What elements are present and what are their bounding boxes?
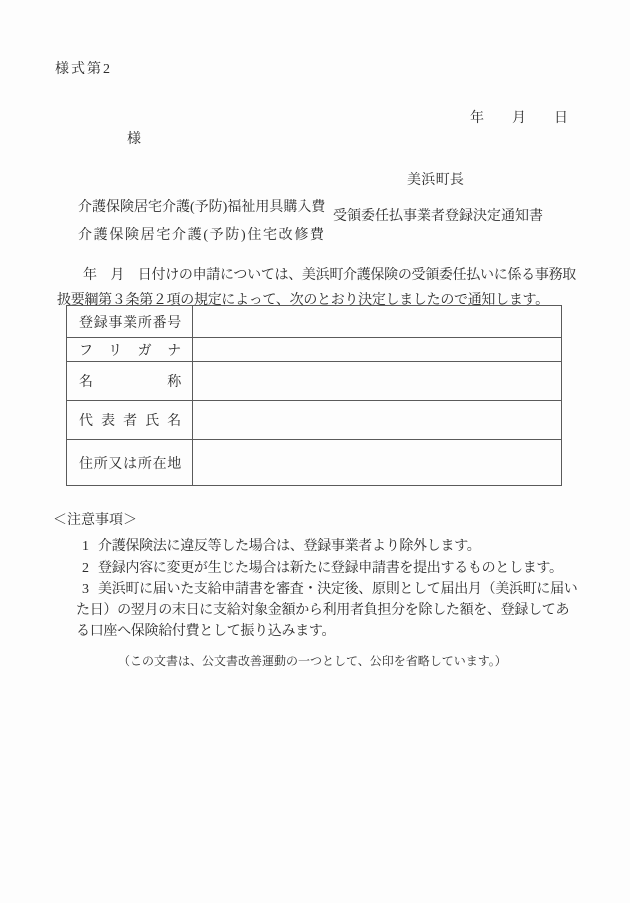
table-label-cell: [67, 440, 193, 485]
table-row-representative: [67, 400, 561, 439]
document-title-right: 受領委任払事業者登録決定通知書: [333, 209, 543, 224]
note-item-3-continuation: る口座へ保険給付費として振り込みます。: [76, 624, 336, 639]
table-value-cell: [193, 338, 561, 361]
notes-heading: ＜注意事項＞: [53, 513, 137, 528]
body-line-1: 年 月 日付けの申請については、美浜町介護保険の受領委任払いに係る事務取: [83, 268, 576, 283]
note-item-3: [82, 578, 578, 598]
label-name: 名称: [79, 375, 181, 390]
table-label-cell: [67, 401, 193, 439]
title-line-home-renovation: 介護保険居宅介護(予防)住宅改修費: [78, 228, 324, 243]
form-number: 様式第2: [55, 62, 112, 77]
table-value-cell: [193, 440, 561, 485]
official-seal-omission-note: （この文書は、公文書改善運動の一つとして、公印を省略しています。）: [118, 654, 507, 668]
label-representative: 代表者氏名: [79, 414, 181, 429]
label-furigana: フリガナ: [79, 343, 181, 359]
note-number: 3: [82, 582, 89, 597]
table-row-furigana: [67, 337, 561, 361]
table-value-cell: [193, 401, 561, 439]
body-line-2: 扱要綱第３条第２項の規定によって、次のとおり決定しましたので通知します。: [57, 293, 549, 308]
date-line: 年 月 日: [470, 111, 568, 126]
table-label-cell: [67, 362, 193, 400]
addressee-suffix: 様: [127, 132, 141, 147]
registration-info-table: [66, 305, 562, 486]
table-value-cell: [193, 306, 561, 337]
table-value-cell: [193, 362, 561, 400]
table-row-address: [67, 439, 561, 485]
note-item-1: [82, 535, 480, 555]
label-office-number: 登録事業所番号: [79, 315, 181, 331]
document-title-left: [78, 194, 324, 250]
table-label-cell: [67, 306, 193, 337]
note-text: 介護保険法に違反等した場合は、登録事業者より除外します。: [98, 539, 481, 554]
note-number: 1: [82, 539, 89, 554]
table-row-office-number: [67, 306, 561, 337]
title-line-equipment-purchase: 介護保険居宅介護(予防)福祉用具購入費: [78, 200, 326, 215]
note-item-2: [82, 557, 563, 577]
note-number: 2: [82, 561, 89, 576]
table-label-cell: [67, 338, 193, 361]
note-text: 美浜町に届いた支給申請書を審査・決定後、原則として届出月（美浜町に届い: [98, 582, 578, 597]
note-item-3-continuation: た日）の翌月の末日に支給対象金額から利用者負担分を除した額を、登録してあ: [76, 603, 570, 618]
label-address: 住所又は所在地: [79, 456, 181, 472]
sender-title: 美浜町長: [407, 173, 465, 188]
table-row-name: [67, 361, 561, 400]
note-text: 登録内容に変更が生じた場合は新たに登録申請書を提出するものとします。: [98, 561, 563, 576]
